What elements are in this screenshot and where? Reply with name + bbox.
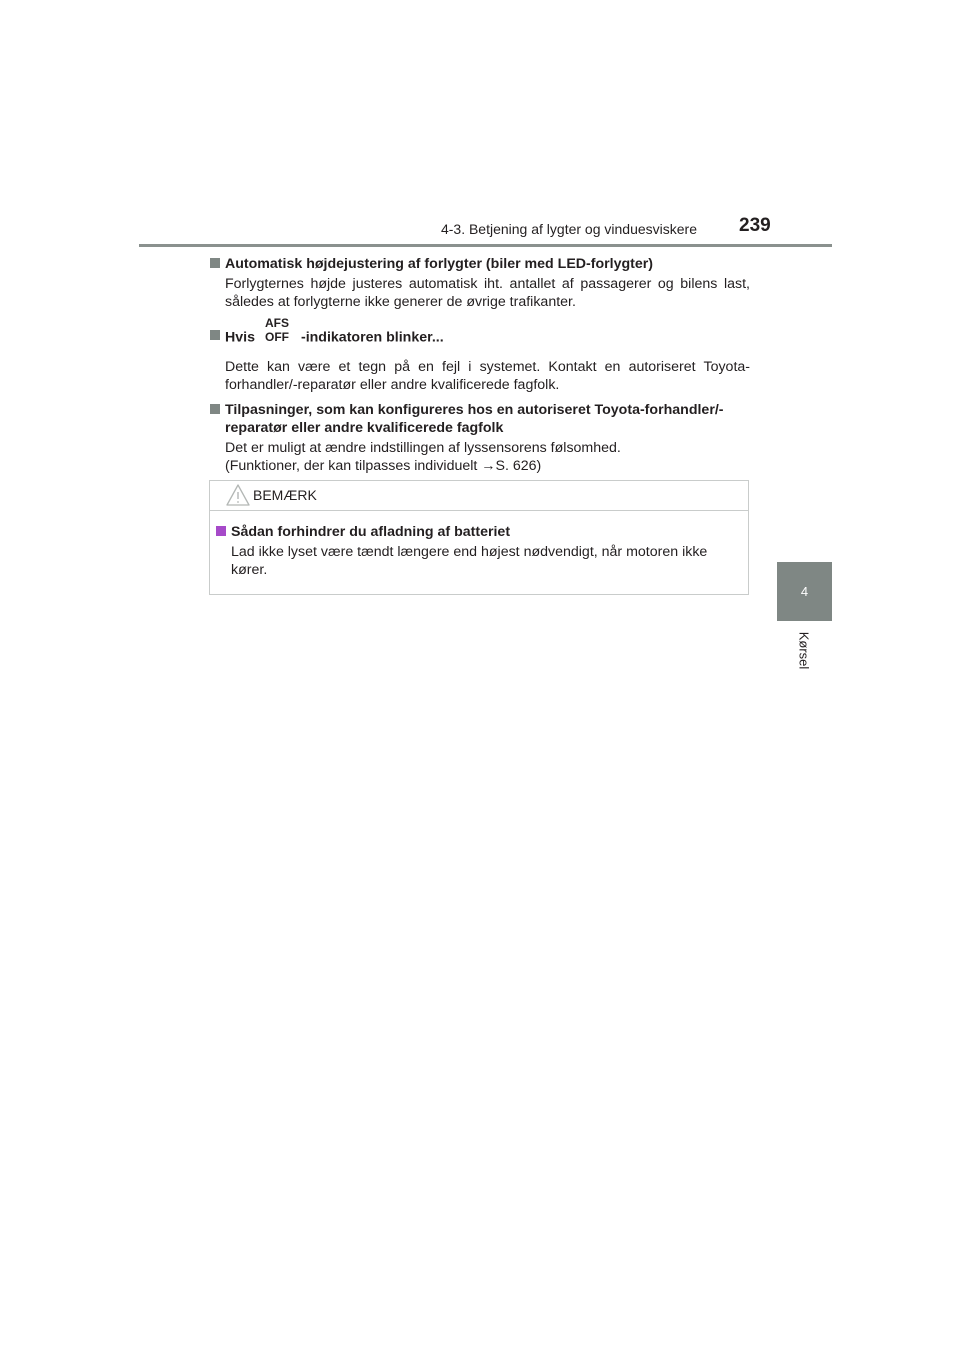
chapter-tab — [777, 562, 832, 621]
section-body: Forlygternes højde justeres automatisk iht. antallet af passagerer og bilens last, således at forlygterne ikke generer de øvrige trafikanter. — [225, 276, 750, 310]
afs-off-icon — [263, 315, 291, 352]
notice-body — [210, 511, 748, 579]
notice-box — [209, 480, 749, 595]
content — [210, 255, 750, 482]
section-body-line2: (Funktioner, der kan tilpasses individuelt →S. 626) — [225, 458, 542, 474]
section-headlight-leveling — [210, 255, 750, 311]
page-number: 239 — [739, 215, 771, 236]
notice-heading: Sådan forhindrer du afladning af batteriet — [231, 524, 511, 540]
section-bullet — [210, 404, 220, 414]
section-bullet — [210, 330, 220, 340]
chapter-number: 4 — [800, 584, 809, 599]
section-heading — [210, 316, 750, 352]
header-rule — [139, 244, 832, 247]
notice-label: BEMÆRK — [253, 487, 317, 503]
section-body-line1: Det er muligt at ændre indstillingen af lyssensorens følsomhed. — [225, 440, 621, 456]
header-title: 4-3. Betjening af lygter og vinduesviskere — [440, 221, 697, 237]
afs-icon-line1: AFS — [264, 316, 289, 330]
notice-header — [210, 481, 748, 511]
section-bullet — [210, 258, 220, 268]
notice-bullet — [216, 526, 226, 536]
section-afs-indicator — [210, 316, 750, 394]
heading-post: -indikatoren blinker... — [300, 329, 444, 346]
section-heading: Automatisk højdejustering af forlygter (biler med LED-forlygter) — [225, 256, 654, 272]
afs-icon-line2: OFF — [264, 330, 289, 343]
chapter-label-text: Kørsel — [796, 631, 812, 670]
chapter-label — [784, 628, 824, 673]
notice-text: Lad ikke lyset være tændt længere end højest nødvendigt, når motoren ikke kører. — [231, 544, 708, 578]
warning-triangle-icon — [226, 484, 250, 511]
section-customization — [210, 401, 750, 475]
section-heading: Tilpasninger, som kan konfigureres hos en autoriseret Toyota-forhandler/-reparatør eller andre kvalificerede fagfolk — [225, 402, 724, 436]
section-body: Dette kan være et tegn på en fejl i systemet. Kontakt en autoriseret Toyota-forhandler/-reparatør eller andre kvalificerede fagfolk. — [225, 359, 750, 393]
heading-pre: Hvis — [225, 329, 255, 346]
